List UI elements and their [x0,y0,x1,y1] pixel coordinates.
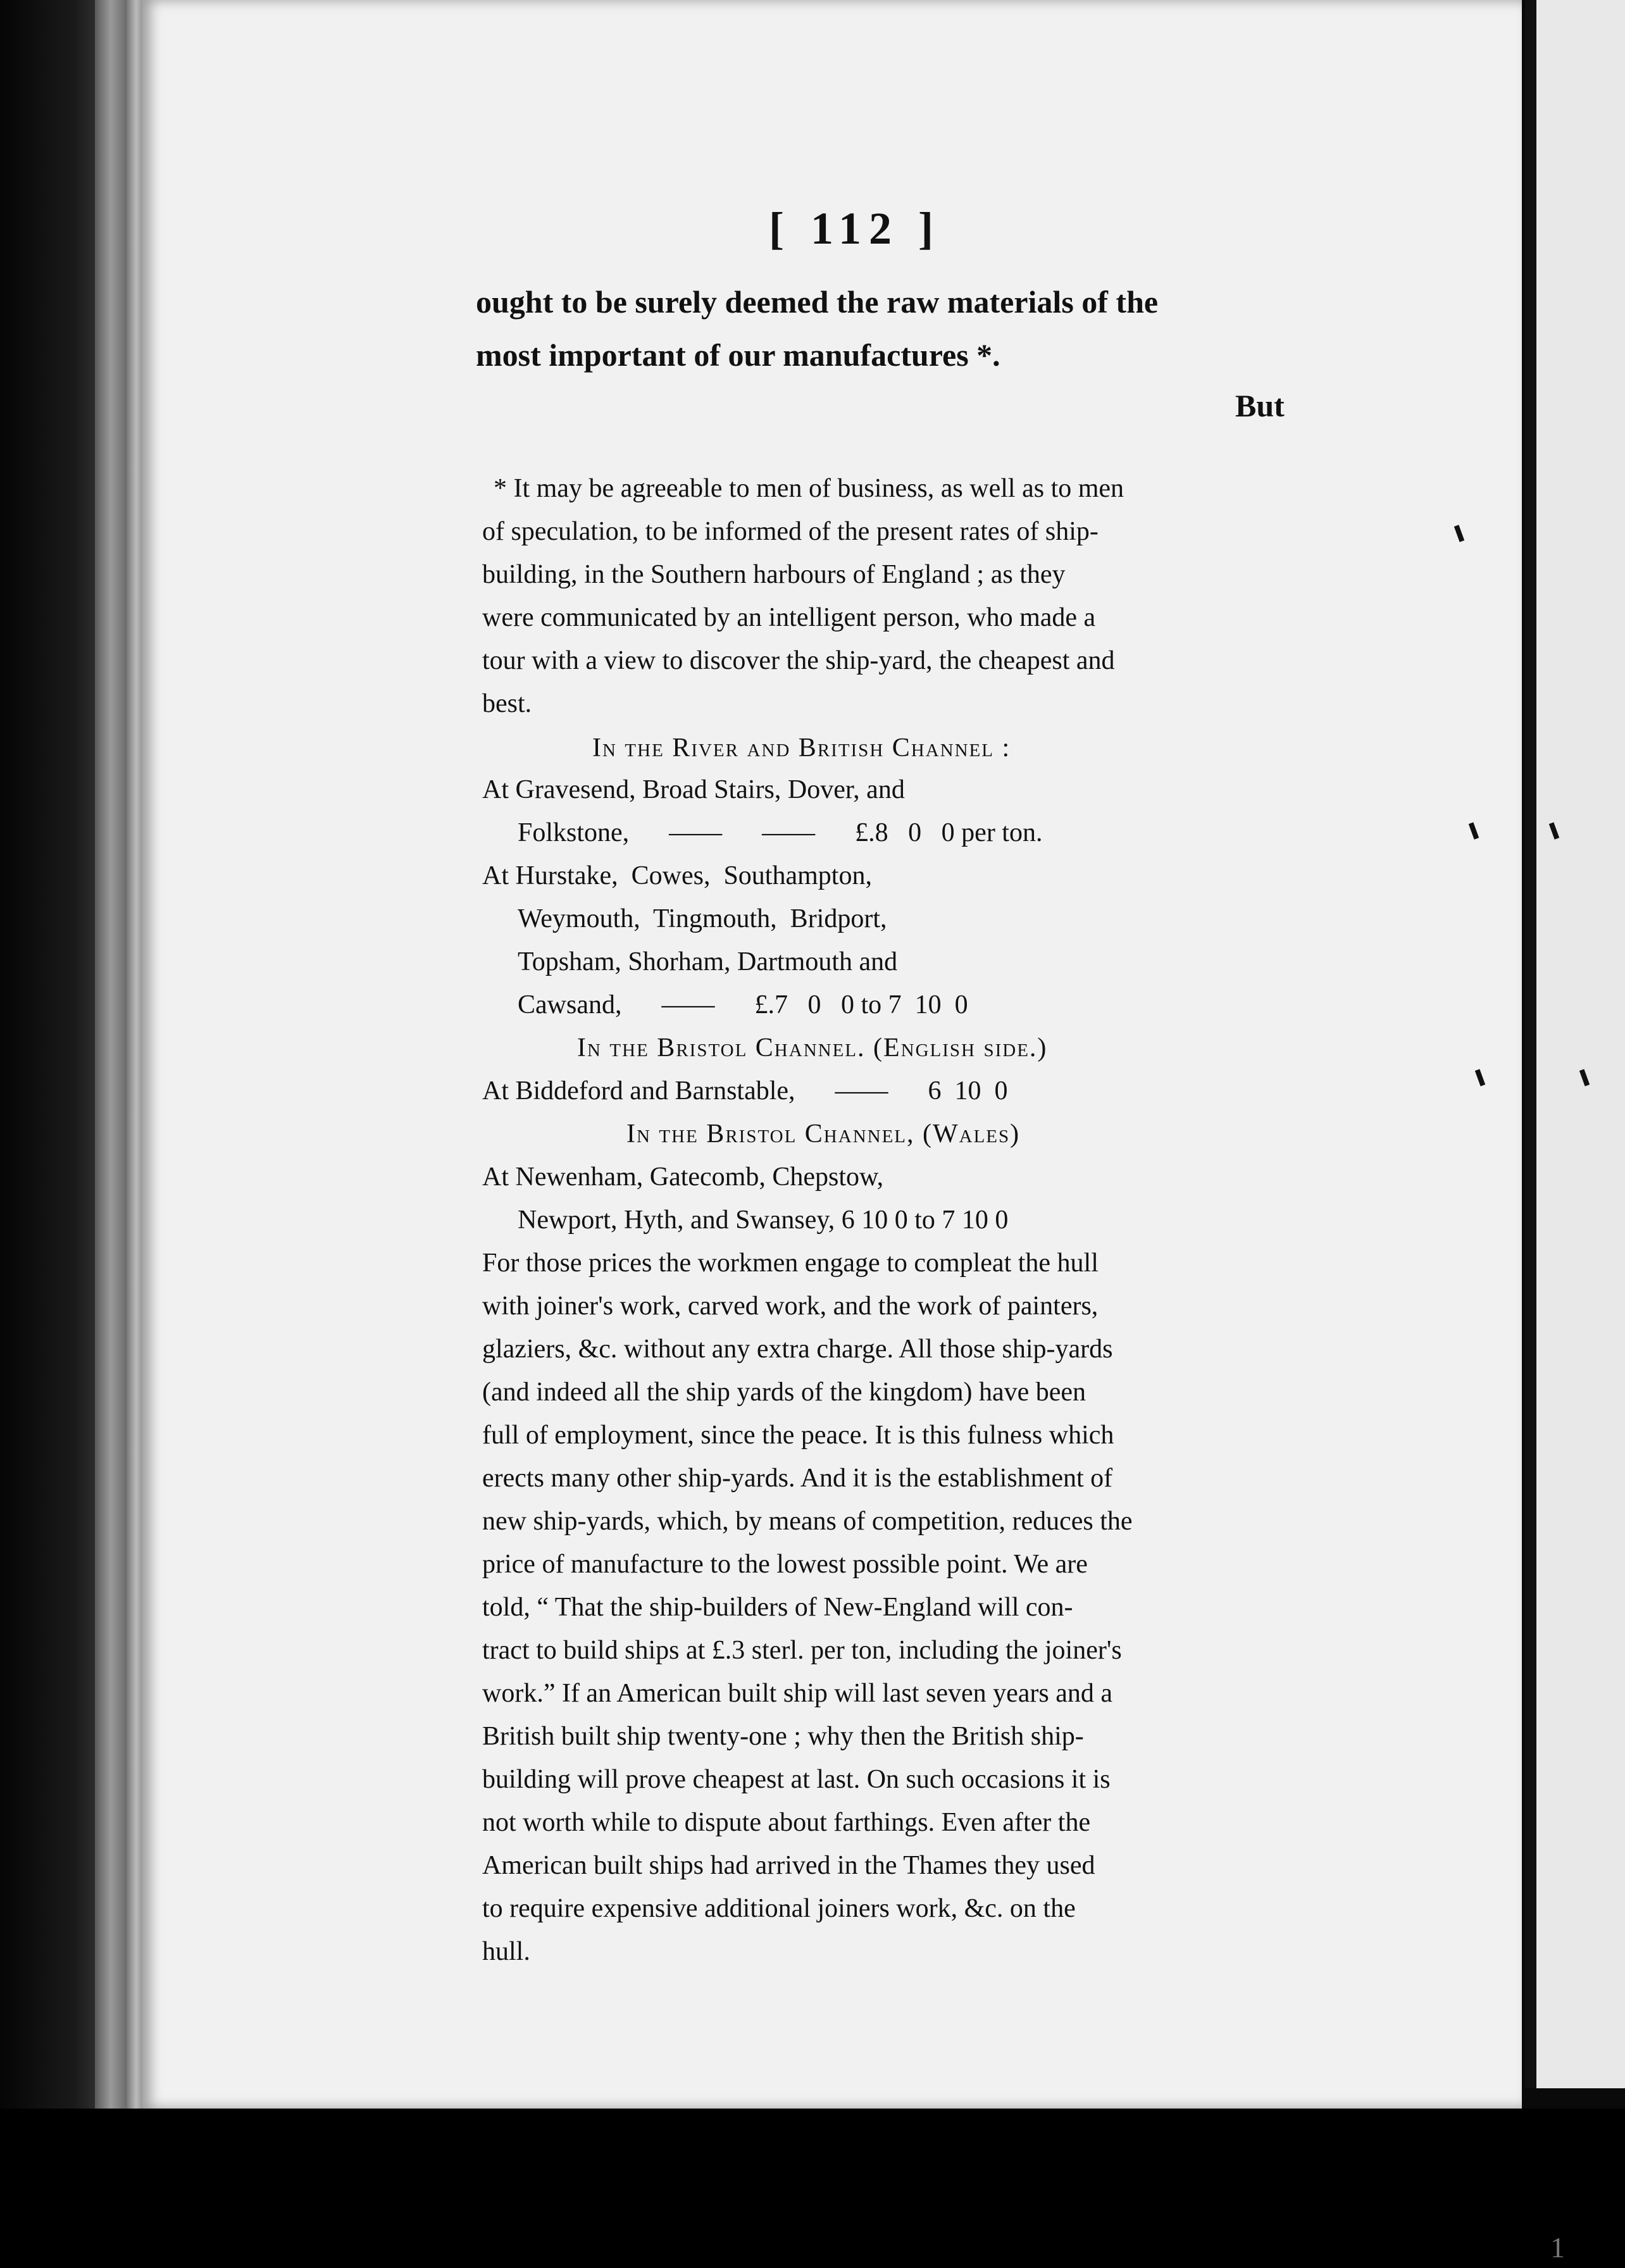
rate-line: Newport, Hyth, and Swansey, 6 10 0 to 7 10 0 [518,1206,1009,1235]
page-number: [ 112 ] [769,203,941,254]
section-heading: In the Bristol Channel, (Wales) [626,1119,1021,1149]
footnote-line: work.” If an American built ship will last seven years and a [482,1679,1113,1708]
section-heading: In the Bristol Channel. (English side.) [577,1033,1048,1062]
footnote-line: hull. [482,1937,530,1966]
rate-line: Weymouth, Tingmouth, Bridport, [518,904,887,933]
footnote-line: tract to build ships at £.3 sterl. per ton, including the joiner's [482,1636,1122,1665]
footnote-line: best. [482,689,532,718]
footnote-line: glaziers, &c. without any extra charge. All those ship-yards [482,1335,1113,1364]
footnote-line: full of employment, since the peace. It is this fulness which [482,1421,1114,1450]
rate-line: At Newenham, Gatecomb, Chepstow, [482,1162,884,1192]
footnote-line: building will prove cheapest at last. On such occasions it is [482,1765,1111,1794]
body-line: ought to be surely deemed the raw materials of the [476,284,1159,320]
footnote-line: British built ship twenty-one ; why then the British ship- [482,1722,1084,1751]
body-line: most important of our manufactures *. [476,337,1000,373]
footnote-line: (and indeed all the ship yards of the kingdom) have been [482,1378,1086,1407]
footnote-line: American built ships had arrived in the Thames they used [482,1851,1095,1880]
page-edge [95,0,127,2268]
footnote-line: price of manufacture to the lowest possible point. We are [482,1550,1088,1579]
footnote-line: For those prices the workmen engage to compleat the hull [482,1249,1099,1278]
footnote-line: to require expensive additional joiners work, &c. on the [482,1894,1076,1923]
rate-line: At Gravesend, Broad Stairs, Dover, and [482,775,905,804]
rate-line: Cawsand, —— £.7 0 0 to 7 10 0 [518,990,968,1019]
footnote-line: not worth while to dispute about farthings. Even after the [482,1808,1091,1837]
corner-mark: 1 [1550,2231,1565,2264]
footnote-line: erects many other ship-yards. And it is the establishment of [482,1464,1113,1493]
footnote-line: * It may be agreeable to men of business, as well as to men [494,474,1124,503]
rate-line: At Hurstake, Cowes, Southampton, [482,861,872,890]
rate-line: Topsham, Shorham, Dartmouth and [518,947,898,976]
rate-line: At Biddeford and Barnstable, —— 6 10 0 [482,1076,1008,1106]
catchword: But [1235,388,1285,423]
footnote-line: tour with a view to discover the ship-yard, the cheapest and [482,646,1115,675]
footnote-line: with joiner's work, carved work, and the work of painters, [482,1292,1099,1321]
section-heading: In the River and British Channel : [592,733,1011,763]
rate-line: Folkstone, —— —— £.8 0 0 per ton. [518,818,1043,847]
scan-background [0,2109,1625,2268]
footnote-line: were communicated by an intelligent person, who made a [482,603,1096,632]
footnote-line: of speculation, to be informed of the present rates of ship- [482,517,1099,546]
facing-page-edge [1525,0,1625,2088]
footnote-line: new ship-yards, which, by means of competition, reduces the [482,1507,1133,1536]
footnote-line: building, in the Southern harbours of England ; as they [482,560,1066,589]
footnote-line: told, “ That the ship-builders of New-England will con- [482,1593,1073,1622]
